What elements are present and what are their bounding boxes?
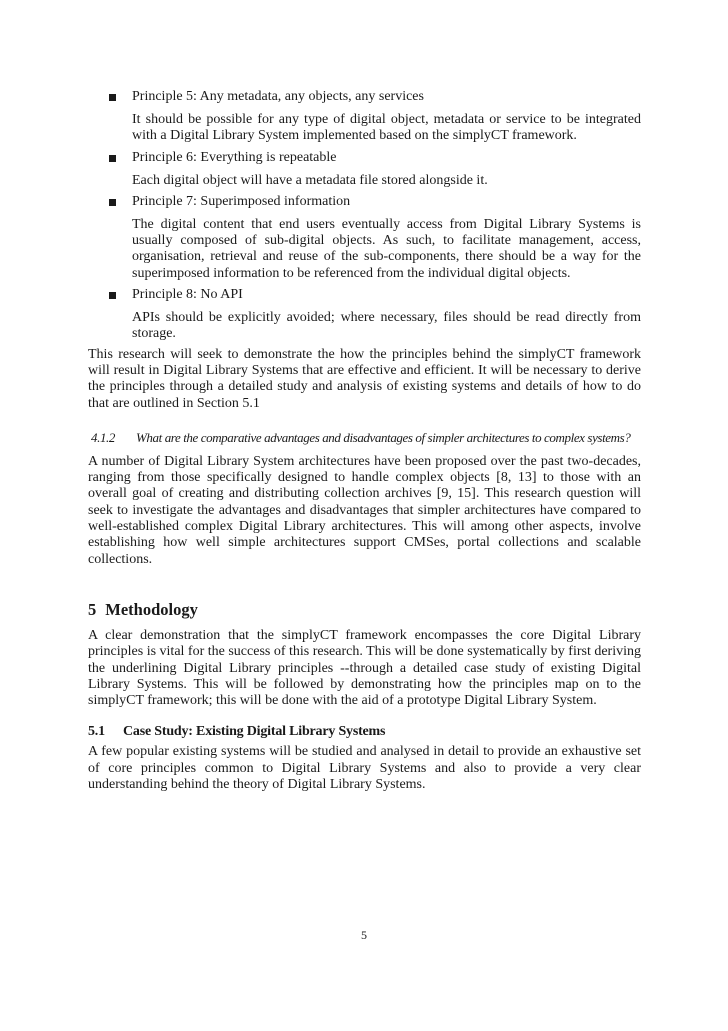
principle-description: It should be possible for any type of digital object, metadata or service to be integrated with a Digital Library System implemented based on the simplyCT framework. [132, 112, 641, 144]
principle-title: Principle 8: No API [132, 287, 243, 303]
principle-title: Principle 6: Everything is repeatable [132, 149, 337, 165]
subsection-heading-4-1-2 [88, 430, 641, 446]
principle-title: Principle 7: Superimposed information [132, 193, 351, 209]
square-bullet-icon [109, 199, 116, 206]
subsection-heading-5-1 [88, 723, 641, 741]
page-content [88, 86, 641, 793]
principle-item [88, 193, 641, 282]
methodology-paragraph: A clear demonstration that the simplyCT framework encompasses the core Digital Library principles is vital for the success of this research. This will be done systematically by first deriving the underlining Digital Library principles --through a detailed case study of existing Digital Library Systems. This will be followed by demonstrating how the principles map on to the simplyCT framework; this will be done with the aid of a prototype Digital Library System. [88, 627, 641, 709]
subsection-number: 5.1 [88, 724, 105, 740]
subsection-number: 4.1.2 [91, 429, 116, 445]
subsection-title: Case Study: Existing Digital Library Systems [123, 724, 386, 740]
principle-description: Each digital object will have a metadata file stored alongside it. [132, 172, 488, 188]
section-heading-methodology [88, 600, 641, 620]
principle-description: APIs should be explicitly avoided; where necessary, files should be read directly from storage. [132, 310, 641, 342]
research-paragraph: This research will seek to demonstrate the how the principles behind the simplyCT framework will result in Digital Library Systems that are effective and efficient. It will be necessary to derive the principles through a detailed study and analysis of existing systems and details of how to do that are outlined in Section 5.1 [88, 346, 641, 411]
principle-title: Principle 5: Any metadata, any objects, any services [132, 89, 424, 104]
subsection-title: What are the comparative advantages and disadvantages of simpler architectures to complex systems? [136, 429, 631, 445]
section-title: Methodology [105, 599, 198, 619]
square-bullet-icon [109, 155, 116, 162]
square-bullet-icon [109, 292, 116, 299]
architectures-paragraph: A number of Digital Library System architectures have been proposed over the past two-decades, ranging from those specifically designed to handle complex objects [8, 13] to those with an overall goal of creating and distributing collection archives [9, 15]. This research question will seek to investigate the advantages and disadvantages that simpler architectures have compared to well-established complex Digital Library architectures. This will among other aspects, involve establishing how well simple architectures support CMSes, portal collections and scalable collections. [88, 453, 641, 567]
principle-description: The digital content that end users eventually access from Digital Library Systems is usually composed of sub-digital objects. As such, to facilitate management, access, organisation, retrieval and reuse of the sub-components, there should be a way for the superimposed information to be referenced from the individual digital objects. [132, 216, 641, 281]
page-number: 5 [361, 928, 367, 942]
square-bullet-icon [109, 94, 116, 101]
principle-item [88, 88, 641, 145]
case-study-paragraph: A few popular existing systems will be studied and analysed in detail to provide an exhaustive set of core principles common to Digital Library Systems and also to provide a very clear understanding behind the theory of Digital Library Systems. [88, 744, 641, 793]
principle-item [88, 286, 641, 343]
principle-item [88, 149, 641, 189]
section-number: 5 [88, 599, 97, 619]
